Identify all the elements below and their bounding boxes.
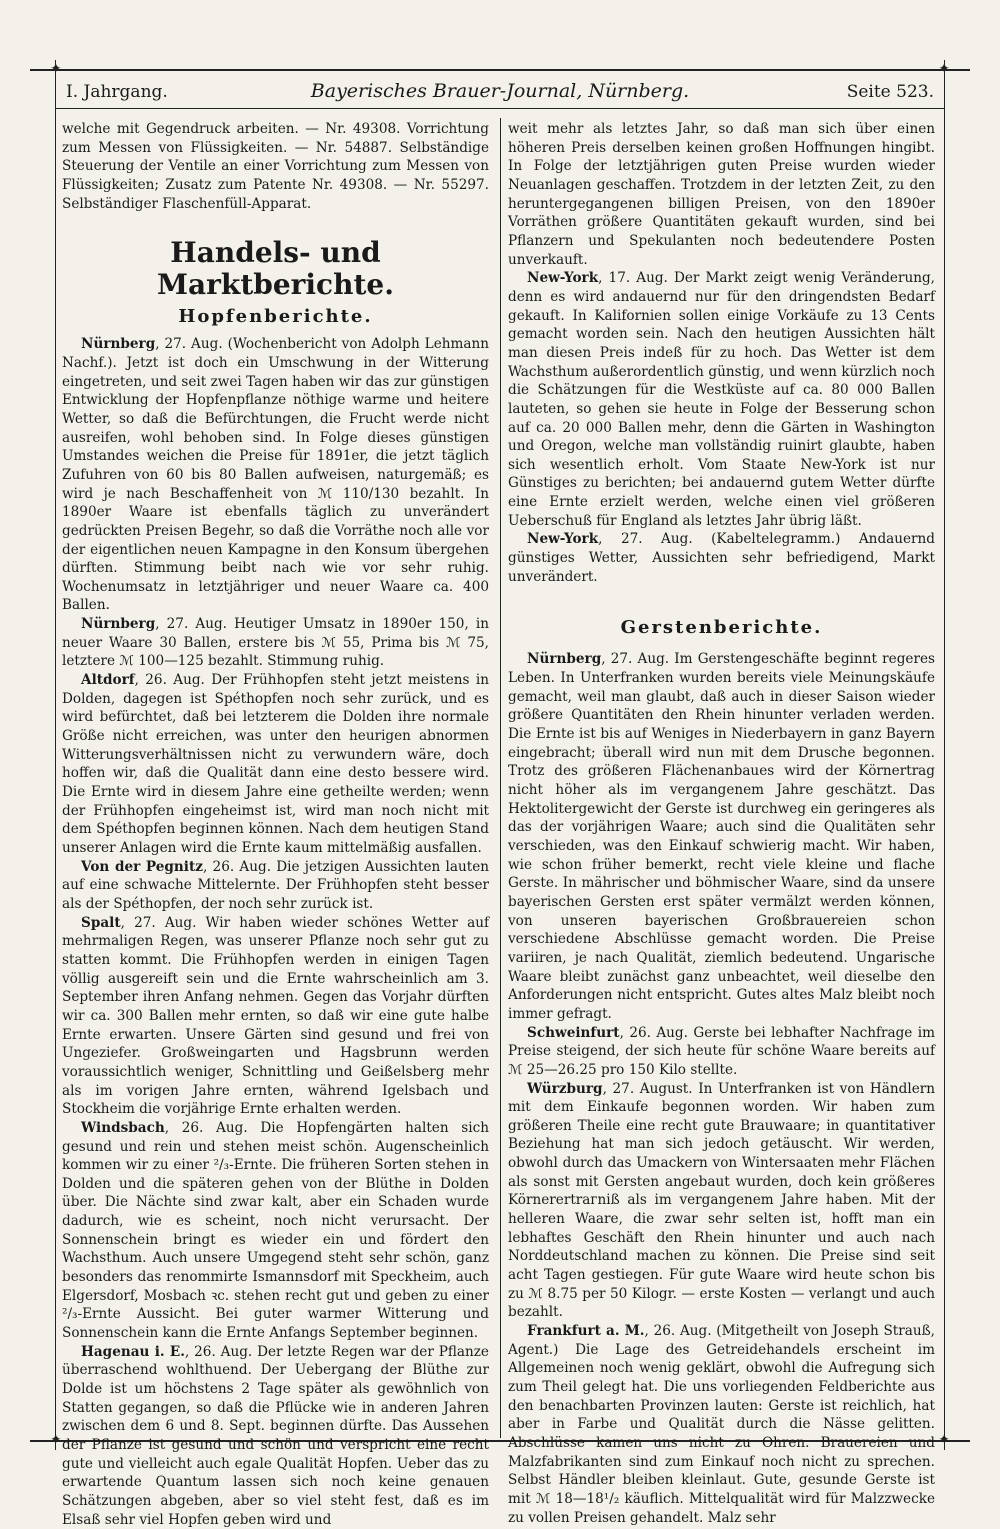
newyork-reports <box>508 269 935 586</box>
report-text: , 27. Aug. (Wochenbericht von Adolph Lehmann Nachf.). Jetzt ist doch ein Umschwung in der Witterung eingetreten, und seit zwei Tagen haben wir das zur günstigen Entwicklung der Hopfenpflanze nöthige warme und heitere Wetter, so daß die Befürchtungen, die Frucht werde nicht ausreifen, wohl behoben sind. In Folge dieses günstigen Umstandes weichen die Preise für 1891er, die jetzt täglich Zufuhren von 60 bis 80 Ballen aufweisen, naturgemäß; es wird je nach Beschaffenheit von ℳ 110/130 bezahlt. In 1890er Waare ist ebenfalls täglich zu unverändert gedrückten Preisen Begehr, so daß die Vorräthe noch alle vor der eigentlichen neuen Kampagne in den Konsum übergehen dürften. Stimmung beibt nach wie vor sehr ruhig. Wochenumsatz in letztjähriger und neuer Waare ca. 400 Ballen. <box>62 336 489 614</box>
report-place-name: Schweinfurt <box>527 1024 620 1041</box>
report-text: , 26. Aug. Die jetzigen Aussichten lauten auf eine schwache Mittelernte. Der Frühhopfen steht besser als der Spéthopfen, der noch sehr zurück ist. <box>62 858 489 912</box>
report-place-name: Nürnberg <box>527 651 602 668</box>
continued-text: weit mehr als letztes Jahr, so daß man sich über einen höheren Preis derselben keinen großen Hoffnungen hingibt. In Folge der letztjährigen guten Preise wurden wieder Neuanlagen geschaffen. Trotzdem in der letzten Zeit, zu den heruntergegangenen billigen Preisen, von den 1890er Vorräthen größere Quantitäten gekauft wurden, sind bei Pflanzern und Spekulanten noch bedeutendere Posten unverkauft. <box>508 121 935 268</box>
report-place-name: New-York <box>527 531 599 548</box>
report-paragraph <box>508 1322 935 1527</box>
corner-ornament-icon: ✦ <box>938 1432 950 1448</box>
report-text: , 26. Aug. Die Hopfengärten halten sich gesund und rein und stehen meist schön. Augenscheinlich kommen wir zu einer ²/₃-Ernte. Die früheren Sorten stehen in Dolden und die späteren gehen von der Blüthe in Dolden über. Die Nächte sind zwar kalt, aber ein Schaden wurde dadurch, wie es scheint, noch nicht verursacht. Der Sonnenschein bringt es wieder ein und fördert den Wachsthum. Auch unsere Umgegend steht sehr schön, ganz besonders das renommirte Ismannsdorf mit Speckheim, auch Elgersdorf, Mosbach ꝛc. stehen recht gut und geben zu einer ²/₃-Ernte Aussicht. Bei guter warmer Witterung und Sonnenschein kann die Ernte Anfangs September beginnen. <box>62 1119 489 1342</box>
report-text: , 27. Aug. Wir haben wieder schönes Wetter auf mehrmaligen Regen, was unserer Pflanze noch sehr gut zu statten kommt. Die Frühhopfen werden in einigen Tagen völlig ausgereift sein und die Ernte wahrscheinlich am 3. September ihren Anfang nehmen. Gegen das Vorjahr dürften wir ca. 300 Ballen mehr ernten, so daß wir eine gute halbe Ernte erwarten. Unsere Gärten sind gesund und frei von Ungeziefer. Großweingarten und Hagsbrunn werden voraussichtlich weniger, Schnittling und Geißelsberg mehr als im vorigen Jahre ernten, während Igelsbach und Stockheim die vorjährige Ernte erhalten werden. <box>62 914 489 1118</box>
report-paragraph <box>62 858 489 914</box>
hop-reports <box>62 335 489 1529</box>
left-column <box>62 120 489 1529</box>
report-place-name: Spalt <box>81 914 121 931</box>
volume-label: I. Jahrgang. <box>66 82 168 102</box>
report-paragraph <box>62 914 489 1119</box>
report-paragraph <box>508 269 935 530</box>
report-place-name: Von der Pegnitz <box>81 858 203 875</box>
report-text: , 26. Aug. Der Frühhopfen steht jetzt meistens in Dolden, dagegen ist Spéthopfen noch sehr zurück, und es wird befürchtet, daß bei letzterem die Dolden ihre normale Größe nicht erreichen, was unter den heurigen abnormen Witterungsverhältnissen nicht zu verwundern wäre, doch hoffen wir, daß die Qualität dann eine desto bessere wird. Die Ernte wird in diesem Jahre eine getheilte werden; wenn der Frühhopfen eingeheimst ist, wird man noch nicht mit dem Spéthopfen beginnen können. Nach dem heutigen Stand unserer Anlagen wird die Ernte kaum mittelmäßig ausfallen. <box>62 672 489 856</box>
corner-ornament-icon: ✦ <box>938 61 950 77</box>
top-border-rule <box>30 69 970 71</box>
report-paragraph <box>62 1343 489 1529</box>
report-text: , 27. August. In Unterfranken ist von Händlern mit dem Einkaufe begonnen worden. Wir haben zum größeren Theile eine recht gute Brauwaare; in quantitativer Beziehung hat man sich jedoch getäuscht. Wir werden, obwohl durch das Umackern von Wintersaaten mehr Flächen als sonst mit Gersten angebaut wurden, doch kein größeres Körnerertrагnіß als im vergangenem Jahre haben. Mit der helleren Waare, die zwar sehr selten ist, hofft man ein lebhaftes Geschäft den Rhein hinunter und auch nach Norddeutschland machen zu können. Die Preise sind seit acht Tagen gestiegen. Für gute Waare wird heute schon bis zu ℳ 8.75 per 50 Kilogr. — erste Kosten — verlangt und auch bezahlt. <box>508 1080 935 1321</box>
report-text: , 27. Aug. Heutiger Umsatz in 1890er 150, in neuer Waare 30 Ballen, erstere bis ℳ 55, Prima bis ℳ 75, letztere ℳ 100—125 bezahlt. Stimmung ruhig. <box>62 616 489 670</box>
report-text: , 26. Aug. Gerste bei lebhafter Nachfrage im Preise steigend, der sich heute für schöne Waare bereits auf ℳ 25—26.25 pro 150 Kilo stellte. <box>508 1024 935 1078</box>
report-place-name: New-York <box>527 270 599 287</box>
page-number: Seite 523. <box>846 82 934 102</box>
report-place-name: Hagenau i. E. <box>81 1343 185 1360</box>
right-column <box>508 120 935 1527</box>
subsection-title: Hopfenberichte. <box>178 306 373 328</box>
report-place-name: Nürnberg <box>81 336 156 353</box>
barley-reports <box>508 650 935 1527</box>
section-title: Handels- und Marktberichte. <box>157 236 394 302</box>
report-place-name: Altdorf <box>81 672 135 689</box>
report-paragraph <box>508 1024 935 1080</box>
report-text: , 27. Aug. Im Gerstengeschäfte beginnt regeres Leben. In Unterfranken wurden bereits viele Meinungskäufe gemacht, weil man glaubt, daß auch in dieser Saison wieder größere Quantitäten den Rhein hinunter verladen werden. Die Ernte ist bis auf Weniges in Niederbayern in ganz Bayern eingebracht; überall wird nun mit dem Drusche begonnen. Trotz des größeren Flächenanbaues wird der Körnertrag nicht höher als im vergangenem Jahre geschätzt. Das Hektolitergewicht der Gerste ist durchweg ein geringeres als das der vorjährigen Waare; auch sind die Qualitäten sehr verschieden, was den Einkauf schwierig macht. Wir haben, wie schon früher bemerkt, recht viele kleine und flache Gerste. In mährischer und böhmischer Waare, sind da unsere bayerischen Gersten erst später vermälzt werden können, von unseren bayerischen Großbrauereien schon verschiedene Abschlüsse gemacht worden. Die Preise variiren, je nach Qualität, ziemlich bedeutend. Ungarische Waare bleibt zunächst ganz unbeachtet, weil dieselbe den Anforderungen nicht entspricht. Gutes altes Malz bleibt noch immer gefragt. <box>508 651 935 1022</box>
report-text: , 17. Aug. Der Markt zeigt wenig Veränderung, denn es wird andauernd nur für den dringendsten Bedarf gekauft. In Kalifornien sollen einige Vorkäufe zu 13 Cents gemacht worden sein. Nach den heutigen Aussichten hält man diesen Preis indeß für zu hoch. Das Wetter ist dem Wachsthum außerordentlich günstig, und wenn kürzlich noch die Schätzungen für die Westküste auf ca. 80 000 Ballen lauteten, so gehen sie heute in Folge der Besserung schon auf ca. 20 000 Ballen mehr, denn die Gärten in Washington und Oregon, welche man vollständig ruinirt glaubte, haben sich wesentlich erholt. Vom Staate New-York ist nur Günstiges zu berichten; bei andauernd gutem Wetter dürfte eine Ernte erzielt werden, welche einen viel größeren Ueberschuß für England als letztes Jahr übrig läßt. <box>508 270 935 529</box>
column-separator <box>500 118 501 1438</box>
corner-ornament-icon: ✦ <box>50 61 62 77</box>
report-place-name: Windsbach <box>81 1119 165 1136</box>
journal-title: Bayerisches Brauer-Journal, Nürnberg. <box>310 80 690 102</box>
report-place-name: Frankfurt a. M. <box>527 1323 645 1340</box>
report-paragraph <box>62 671 489 858</box>
report-paragraph <box>62 335 489 615</box>
subsection-title: Gerstenberichte. <box>620 617 823 639</box>
patent-list-text: welche mit Gegendruck arbeiten. — Nr. 49308. Vorrichtung zum Messen von Flüssigkeiten. — Nr. 54887. Selbständige Steuerung der Ventile an einer Vorrichtung zum Messen von Flüssigkeiten; Zusatz zum Patente Nr. 49308. — Nr. 55297. Selbständiger Flaschenfüll-Apparat. <box>62 121 489 212</box>
report-paragraph <box>508 530 935 586</box>
report-paragraph <box>62 615 489 671</box>
report-paragraph <box>508 1080 935 1323</box>
report-paragraph <box>508 650 935 1023</box>
report-text: , 27. Aug. (Kabeltelegramm.) Andauernd günstiges Wetter, Aussichten sehr befriedigend, Markt unverändert. <box>508 531 935 585</box>
report-place-name: Nürnberg <box>81 616 156 633</box>
report-text: , 26. Aug. (Mitgetheilt von Joseph Strauß, Agent.) Die Lage des Getreidehandels erscheint im Allgemeinen noch wenig geklärt, obwohl die Aufregung sich zum Theil gelegt hat. Die uns vorliegenden Feldberichte aus den benachbarten Provinzen lauten: Gerste ist reichlich, hat aber in Farbe und Qualität durch die Nässe gelitten. Abschlüsse kamen uns nicht zu Ohren. Brauereien und Malzfabrikanten sind zum Einkauf noch nicht zu sprechen. Selbst Händler bleiben kleinlaut. Gute, gesunde Gerste ist mit ℳ 18—18¹/₂ käuflich. Mittelqualität wird für Malzzwecke zu vollen Preisen gehandelt. Malz sehr <box>508 1323 935 1526</box>
report-place-name: Würzburg <box>527 1080 603 1097</box>
report-text: , 26. Aug. Der letzte Regen war der Pflanze überraschend wohlthuend. Der Uebergang der Blüthe zur Dolde ist um höchstens 2 Tage später als gewöhnlich von Statten gegangen, so daß die Pflücke wie in anderen Jahren zwischen dem 6 und 8. Sept. beginnen dürfte. Das Aussehen der Pflanze ist gesund und schön und verspricht eine recht gute und vielleicht auch egale Qualität Hopfen. Ueber das zu erwartende Quantum lassen sich noch keine genauen Schätzungen abgeben, aber so viel steht fest, daß es im Elsaß sehr viel Hopfen geben wird und <box>62 1343 489 1528</box>
corner-ornament-icon: ✦ <box>50 1432 62 1448</box>
right-border-rule <box>944 60 945 1450</box>
report-paragraph <box>62 1119 489 1343</box>
page-header <box>66 80 934 106</box>
header-underline-rule <box>55 108 945 109</box>
left-border-rule <box>55 60 56 1450</box>
